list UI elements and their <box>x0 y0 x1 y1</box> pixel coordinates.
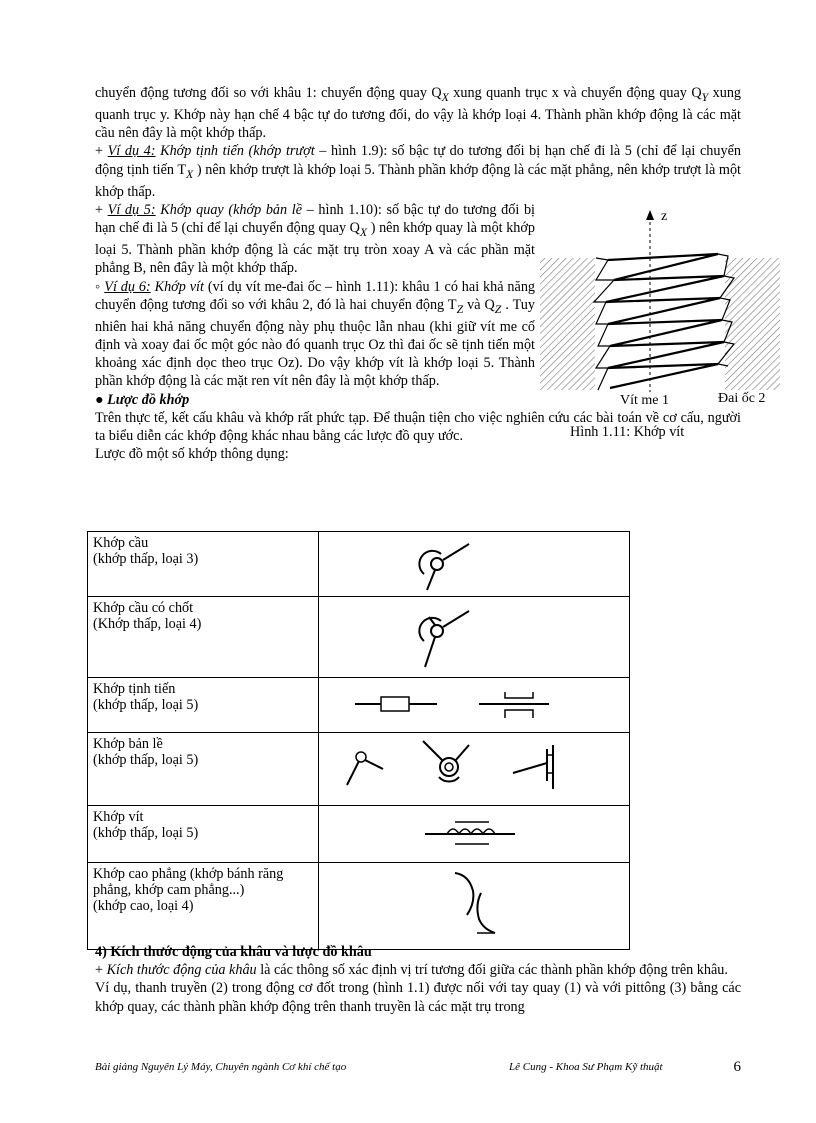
table-row: Khớp cao phẳng (khớp bánh răng phẳng, khớp cam phẳng...) (khớp cao, loại 4) <box>88 863 630 950</box>
prismatic-symbol <box>319 678 629 728</box>
higher-pair-symbol <box>319 863 629 945</box>
table-row: Khớp tịnh tiến (khớp thấp, loại 5) <box>88 678 630 733</box>
revolute-symbol <box>319 733 629 801</box>
paragraph-luoc-intro: Lược đồ một số khớp thông dụng: <box>95 446 289 463</box>
footer-left: Bài giảng Nguyên Lý Máy, Chuyên ngành Cơ khí chế tạo <box>95 1061 347 1073</box>
table-row: Khớp bản lề (khớp thấp, loại 5) <box>88 733 630 806</box>
z-axis-label: z <box>661 209 668 224</box>
section-heading: 4) Kích thước động của khâu và lược đồ khâu <box>95 944 372 960</box>
screw-label: Vít me 1 <box>620 393 669 408</box>
footer-right: Lê Cung - Khoa Sư Phạm Kỹ thuật <box>509 1061 663 1073</box>
section-4 <box>95 943 741 1016</box>
paragraph-example-4: + Ví dụ 4: Khớp tịnh tiến (khớp trượt – hình 1.9): số bậc tự do tương đối bị hạn chế đi là 5 (chỉ để lại chuyển động tịnh tiến $T_X$ ) nên khớp trượt là khớp loại 5. Thành phần khớp động là các mặt phẳng, nên khớp trượt là một khớp thấp. <box>95 143 741 200</box>
wrapped-column <box>95 201 535 409</box>
table-row: Khớp cầu (khớp thấp, loại 3) <box>88 532 630 597</box>
section-paragraph-1: + Kích thước động của khâu là các thông số xác định vị trí tương đối giữa các thành phần khớp động trên khâu. <box>95 962 728 979</box>
paragraph-intro: chuyển động tương đối so với khâu 1: chuyển động quay $Q_X$ xung quanh trục x và chuyển động quay $Q_Y$ xung quanh trục y. Khớp này hạn chế 4 bậc tự do tương đối, do vậy là khớp loại 4. Thành phần khớp động là các mặt cầu nên đây là một khớp thấp. <box>95 85 742 142</box>
screw-joint-figure <box>540 206 780 446</box>
table-row: Khớp vít (khớp thấp, loại 5) <box>88 806 630 863</box>
ball-joint-symbol <box>319 532 629 592</box>
ball-joint-pin-symbol <box>319 597 629 673</box>
table-row: Khớp cầu có chốt (Khớp thấp, loại 4) <box>88 597 630 678</box>
section-paragraph-2: Ví dụ, thanh truyền (2) trong động cơ đốt trong (hình 1.1) được nối với tay quay (1) và với pittông (3) bằng các khớp quay, các thành phần khớp động trên thanh truyền là các mặt trụ trong <box>95 980 741 1015</box>
joint-symbol-table <box>87 531 630 950</box>
z-axis-arrow-icon <box>646 210 654 220</box>
figure-caption: Hình 1.11: Khớp vít <box>570 424 685 440</box>
screw-symbol <box>319 806 629 858</box>
paragraph-luoc-do: Trên thực tế, kết cấu khâu và khớp rất phức tạp. Để thuận tiện cho việc nghiên cứu các bài toán về cơ cấu, người ta biểu diễn các khớp động khác nhau bằng các lược đồ quy ước. <box>95 409 741 444</box>
paragraph-example-6: ◦ Ví dụ 6: Khớp vít (ví dụ vít me-đai ốc – hình 1.11): khâu 1 có hai khả năng chuyển động tương đối so với khâu 2, đó là hai chuyển động $T_Z$ và $Q_Z$ . Tuy nhiên hai khả năng chuyển động này phụ thuộc lẫn nhau (khi giữ vít me cố định và xoay đai ốc một góc nào đó quanh trục Oz thì đai ốc sẽ tịnh tiến một khoảng xác định dọc theo trục Oz). Do vậy khớp vít là khớp loại 5. Thành phần khớp động là các mặt ren vít nên đây là một khớp thấp. <box>95 278 536 390</box>
page-number: 6 <box>733 1059 741 1075</box>
luoc-do-heading: ● Lược đồ khớp <box>95 391 190 408</box>
nut-label: Đai ốc 2 <box>718 391 766 406</box>
paragraph-example-5: + Ví dụ 5: Khớp quay (khớp bản lề – hình 1.10): số bậc tự do tương đối bị hạn chế đi là 5 (chỉ để lại chuyển động quay $Q_X$ ) nên khớp quay là một khớp loại 5. Thành phần khớp động là các mặt trụ tròn xoay A và các phần mặt phẳng B, nên đây là một khớp thấp. <box>95 201 536 277</box>
page-footer <box>95 1061 741 1073</box>
